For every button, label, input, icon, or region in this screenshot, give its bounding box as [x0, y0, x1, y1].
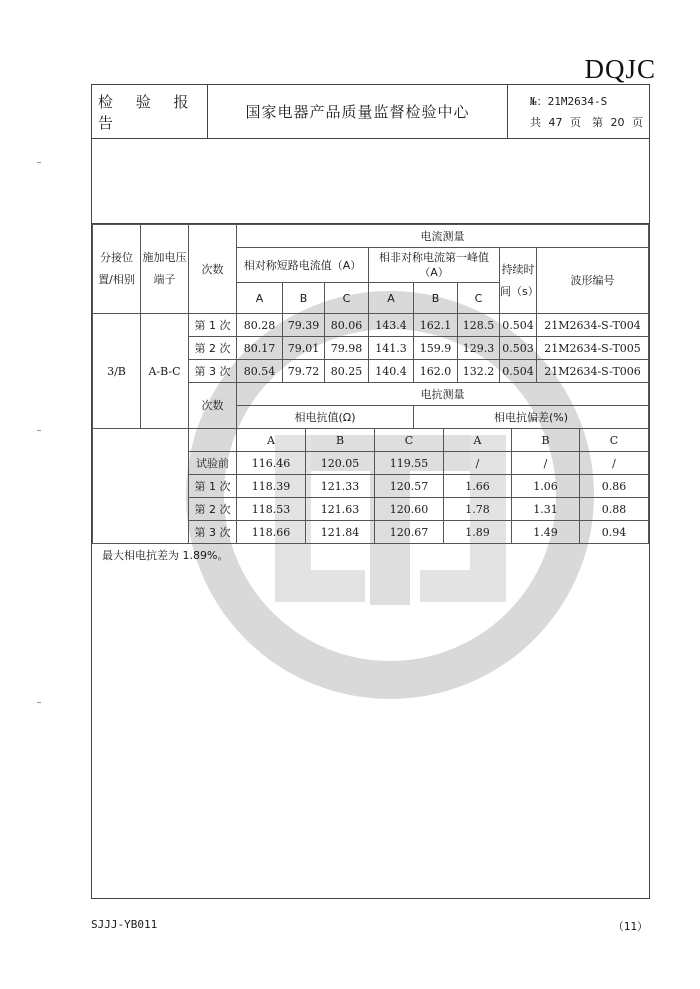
data-cell: 118.53 [237, 498, 306, 521]
tap-position-header: 分接位置/相别 [93, 225, 141, 314]
data-cell: 120.05 [306, 452, 375, 475]
data-cell: 0.504 [500, 314, 537, 337]
data-cell: 119.55 [375, 452, 444, 475]
phase-a-label: A [369, 283, 414, 314]
times-cell: 第 2 次 [189, 498, 237, 521]
data-cell: 120.67 [375, 521, 444, 544]
data-cell: 80.25 [325, 360, 369, 383]
data-cell: 116.46 [237, 452, 306, 475]
tap-value: 3/B [93, 314, 141, 429]
data-cell: 0.503 [500, 337, 537, 360]
data-cell: 162.0 [414, 360, 458, 383]
waveform-cell: 21M2634-S-T004 [537, 314, 649, 337]
data-cell: 1.66 [444, 475, 512, 498]
reactance-times-header: 次数 [189, 383, 237, 429]
margin-tick [37, 162, 41, 163]
max-deviation-note: 最大相电抗差为 1.89%。 [102, 549, 229, 562]
data-cell: / [512, 452, 580, 475]
table-row [93, 498, 649, 521]
current-measurement-header: 电流测量 [237, 225, 649, 248]
data-cell: 121.63 [306, 498, 375, 521]
data-cell: 80.06 [325, 314, 369, 337]
asym-peak-header: 相非对称电流第一峰值（A） [369, 248, 500, 283]
data-cell: 162.1 [414, 314, 458, 337]
data-cell: 79.72 [283, 360, 325, 383]
table-row [93, 452, 649, 475]
page-number: （11） [612, 920, 648, 933]
times-cell: 第 1 次 [189, 475, 237, 498]
data-cell: 118.39 [237, 475, 306, 498]
report-header [92, 85, 649, 139]
data-cell: 0.504 [500, 360, 537, 383]
data-cell: 79.01 [283, 337, 325, 360]
merged-left-area [93, 429, 189, 452]
data-cell: 121.33 [306, 475, 375, 498]
reactance-times-spacer [189, 429, 237, 452]
data-cell: 0.94 [580, 521, 649, 544]
data-cell: 79.98 [325, 337, 369, 360]
data-cell: 141.3 [369, 337, 414, 360]
phase-reactance-header: 相电抗值(Ω) [237, 406, 414, 429]
phase-c-label: C [458, 283, 500, 314]
table-row [93, 521, 649, 544]
top-right-mark: DQJC [584, 54, 656, 84]
phase-a-label: A [444, 429, 512, 452]
phase-b-label: B [512, 429, 580, 452]
waveform-header: 波形编号 [537, 248, 649, 314]
terminal-value: A-B-C [141, 314, 189, 429]
report-frame [91, 84, 650, 899]
phase-c-label: C [375, 429, 444, 452]
waveform-cell: 21M2634-S-T005 [537, 337, 649, 360]
data-cell: 1.89 [444, 521, 512, 544]
page-info: 共 47 页 第 20 页 [530, 115, 643, 129]
data-cell: 0.86 [580, 475, 649, 498]
phase-deviation-header: 相电抗偏差(%) [414, 406, 649, 429]
times-cell: 第 2 次 [189, 337, 237, 360]
sym-current-header: 相对称短路电流值（A） [237, 248, 369, 283]
data-cell: 140.4 [369, 360, 414, 383]
data-cell: 80.28 [237, 314, 283, 337]
data-cell: 129.3 [458, 337, 500, 360]
data-cell: 80.17 [237, 337, 283, 360]
form-code: SJJJ-YB011 [91, 918, 158, 931]
phase-a-label: A [237, 429, 306, 452]
data-cell: 132.2 [458, 360, 500, 383]
phase-c-label: C [325, 283, 369, 314]
data-cell: 1.06 [512, 475, 580, 498]
phase-b-label: B [283, 283, 325, 314]
merged-left-area [93, 475, 189, 498]
data-cell: 118.66 [237, 521, 306, 544]
applied-terminal-header: 施加电压端子 [141, 225, 189, 314]
data-cell: 0.88 [580, 498, 649, 521]
margin-tick [37, 702, 41, 703]
data-cell: / [444, 452, 512, 475]
table-row [93, 314, 649, 337]
data-cell: 1.49 [512, 521, 580, 544]
times-header: 次数 [189, 225, 237, 314]
data-cell: 79.39 [283, 314, 325, 337]
merged-left-area [93, 521, 189, 544]
data-cell: / [580, 452, 649, 475]
phase-b-label: B [306, 429, 375, 452]
data-cell: 120.60 [375, 498, 444, 521]
blank-section [92, 139, 649, 224]
data-cell: 1.78 [444, 498, 512, 521]
data-cell: 159.9 [414, 337, 458, 360]
data-cell: 1.31 [512, 498, 580, 521]
phase-c-label: C [580, 429, 649, 452]
current-data-body [93, 314, 649, 429]
reactance-table [92, 428, 649, 544]
duration-header: 持续时间（s） [500, 248, 537, 314]
reactance-measurement-header: 电抗测量 [237, 383, 649, 406]
times-cell: 第 3 次 [189, 521, 237, 544]
report-number-block [508, 85, 649, 138]
times-cell: 第 1 次 [189, 314, 237, 337]
phase-b-label: B [414, 283, 458, 314]
table-row [93, 475, 649, 498]
organization-name: 国家电器产品质量监督检验中心 [208, 85, 508, 138]
report-number: №：21M2634-S [530, 94, 608, 108]
merged-left-area [93, 498, 189, 521]
data-cell: 120.57 [375, 475, 444, 498]
report-title: 检 验 报 告 [92, 85, 208, 138]
margin-tick [37, 430, 41, 431]
data-cell: 121.84 [306, 521, 375, 544]
merged-left-area [93, 452, 189, 475]
phase-a-label: A [237, 283, 283, 314]
times-cell: 试验前 [189, 452, 237, 475]
data-cell: 143.4 [369, 314, 414, 337]
waveform-cell: 21M2634-S-T006 [537, 360, 649, 383]
data-cell: 80.54 [237, 360, 283, 383]
times-cell: 第 3 次 [189, 360, 237, 383]
test-results-table [92, 224, 649, 429]
data-cell: 128.5 [458, 314, 500, 337]
